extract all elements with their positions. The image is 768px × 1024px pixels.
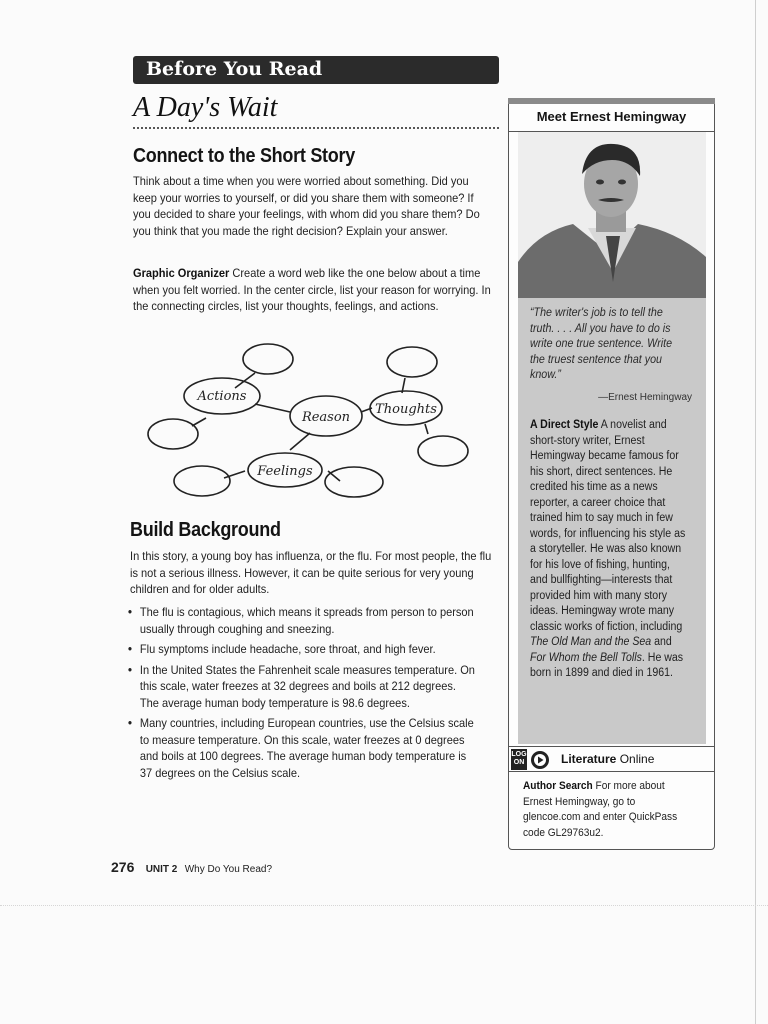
web-center-label: Reason	[301, 410, 351, 425]
organizer-paragraph	[133, 265, 494, 315]
bullet-icon: •	[127, 715, 133, 730]
bullet-icon: •	[127, 604, 133, 619]
author-portrait	[518, 132, 706, 298]
web-connector	[255, 404, 290, 412]
connect-body: Think about a time when you were worried about something. Did you keep your worries to yourself, or did you share them with someone? If you decided to share your feelings, with whom did you share them? Do you think that you made the right decision? Explain your answer.	[133, 174, 480, 238]
literature-word: Literature	[561, 752, 617, 766]
scan-artifact	[0, 905, 768, 906]
background-heading: Build Background	[130, 519, 281, 541]
banner-label: Before You Read	[146, 58, 323, 80]
online-word: Online	[616, 752, 655, 766]
scan-edge	[755, 0, 756, 1024]
literature-online-label	[561, 752, 654, 766]
web-node-label: Feelings	[257, 464, 313, 479]
empty-circle	[418, 436, 468, 466]
quote-bio-box	[518, 298, 706, 744]
bio-text: and	[651, 636, 672, 648]
story-title: A Day's Wait	[133, 92, 278, 123]
work-title: For Whom the Bell Tolls	[530, 651, 642, 664]
author-search-label: Author Search	[523, 780, 593, 792]
web-connector	[290, 433, 310, 450]
web-connector	[425, 424, 428, 434]
page-footer	[111, 859, 272, 875]
web-node-label: Actions	[197, 389, 247, 404]
page-number: 276	[111, 859, 135, 875]
bio-text: . He was born in 1899 and died in 1961.	[530, 651, 684, 679]
list-item-text: Flu symptoms include headache, sore throat, and high fever.	[139, 642, 436, 656]
literature-online-bar	[509, 746, 714, 772]
connect-heading: Connect to the Short Story	[133, 145, 355, 167]
unit-label: UNIT 2	[145, 864, 178, 875]
list-item	[127, 662, 477, 712]
empty-circle	[243, 344, 293, 374]
sidebar-top-bar	[508, 98, 715, 104]
author-bio	[530, 418, 686, 682]
web-connector	[192, 418, 206, 426]
log-on-badge: LOG ON	[511, 749, 527, 770]
section-banner	[133, 56, 499, 84]
work-title: The Old Man and the Sea	[530, 636, 652, 648]
unit-question: Why Do You Read?	[184, 864, 272, 875]
bullet-icon: •	[127, 661, 133, 677]
author-search	[523, 779, 689, 841]
list-item-text: Many countries, including European countries, use the Celsius scale to measure temperature. On this scale, water freezes at 0 degrees and boils at 100 degrees. The average human body temperature is 37 degrees on the Celsius scale.	[139, 716, 474, 780]
facts-list	[127, 604, 477, 785]
bio-label: A Direct Style	[530, 419, 599, 431]
author-search-text: For more about Ernest Hemingway, go to glencoe.com and enter QuickPass code GL29763u2.	[523, 780, 678, 839]
author-quote: “The writer's job is to tell the truth. . . . All you have to do is write one true sentence. Write the truest sentence that you know.”	[530, 307, 673, 381]
play-icon	[529, 750, 551, 770]
list-item-text: In the United States the Fahrenheit scale measures temperature. On this scale, water freezes at 32 degrees and boils at 212 degrees. The average human body temperature is 98.6 degrees.	[139, 662, 475, 710]
quote-attribution: —Ernest Hemingway	[598, 392, 692, 403]
empty-circle	[325, 467, 383, 497]
list-item-text: The flu is contagious, which means it spreads from person to person usually through coughing and sneezing.	[139, 605, 474, 636]
word-web-diagram	[140, 338, 470, 502]
title-divider	[133, 127, 499, 129]
organizer-text: Create a word web like the one below about a time when you felt worried. In the center circle, list your reason for worrying. In the connecting circles, list your thoughts, feelings, and actions.	[133, 266, 491, 313]
web-node-label: Thoughts	[375, 402, 437, 417]
empty-circle	[148, 419, 198, 449]
author-sidebar	[508, 98, 715, 850]
bio-text: A novelist and short-story writer, Ernest Hemingway became famous for his short, direct sentences. He credited his time as a news reporter, a career choice that trained him to say much in few words, for influencing his style as a storyteller. He was also known for his love of fishing, hunting, and bullfighting—interests that provided him with many story ideas. Hemingway wrote many classic works of fiction, including	[530, 419, 686, 633]
list-item	[127, 641, 477, 658]
web-connector	[328, 471, 340, 481]
list-item	[127, 604, 477, 637]
bullet-icon: •	[127, 641, 133, 656]
sidebar-title: Meet Ernest Hemingway	[536, 109, 687, 124]
empty-circle	[174, 466, 230, 496]
background-intro: In this story, a young boy has influenza, or the flu. For most people, the flu is not a serious illness. However, it can be quite serious for very young children and for older adults.	[130, 549, 492, 596]
list-item	[127, 715, 477, 781]
connect-paragraph	[133, 173, 494, 239]
empty-circle	[387, 347, 437, 377]
organizer-label: Graphic Organizer	[133, 266, 230, 280]
